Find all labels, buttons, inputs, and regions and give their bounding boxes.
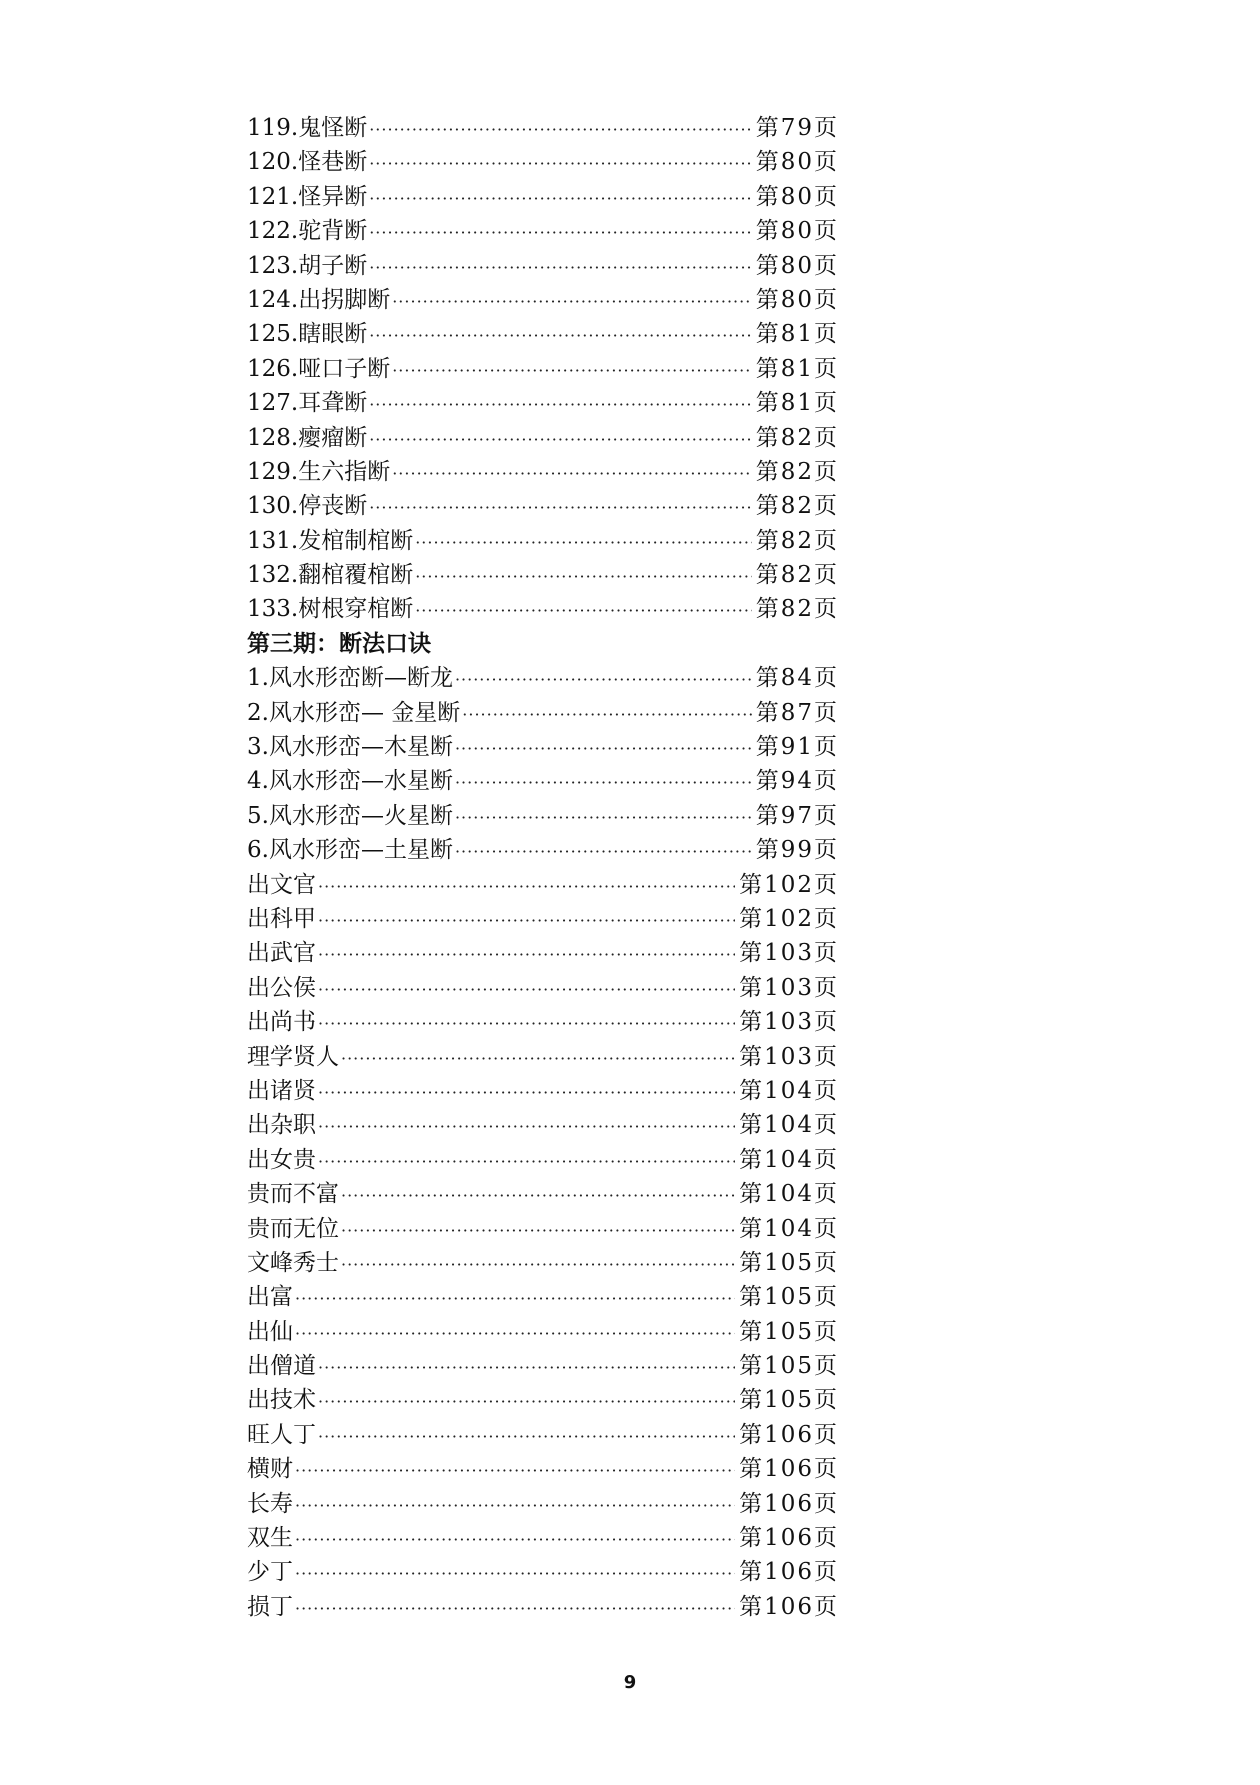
dot-leader <box>341 1214 735 1246</box>
dot-leader <box>369 251 752 283</box>
toc-entry <box>247 902 839 936</box>
dot-leader <box>341 1179 735 1211</box>
toc-entry <box>247 1487 839 1521</box>
toc-entry <box>247 1590 839 1624</box>
dot-leader <box>318 1076 735 1108</box>
toc-entry-page: 第103页 <box>739 940 839 967</box>
toc-entry-title: 少丁 <box>247 1559 293 1586</box>
toc-entry-page: 第103页 <box>739 974 839 1001</box>
dot-leader <box>369 113 752 145</box>
dot-leader <box>318 1351 735 1383</box>
toc-entry <box>247 1555 839 1589</box>
toc-entry-title: 133.树根穿棺断 <box>247 596 414 623</box>
table-of-contents <box>247 111 839 1624</box>
toc-entry-title: 2.风水形峦— 金星断 <box>247 699 461 726</box>
dot-leader <box>369 216 752 248</box>
dot-leader <box>462 698 751 730</box>
toc-entry-page: 第82页 <box>755 596 839 623</box>
toc-entry-page: 第99页 <box>755 837 839 864</box>
toc-entry-title: 121.怪异断 <box>247 183 368 210</box>
toc-entry-page: 第82页 <box>755 458 839 485</box>
toc-entry-title: 贵而无位 <box>247 1215 339 1242</box>
toc-entry-title: 123.胡子断 <box>247 252 368 279</box>
dot-leader <box>341 1042 735 1074</box>
dot-leader <box>295 1523 735 1555</box>
toc-entry <box>247 352 839 386</box>
toc-entry-page: 第105页 <box>739 1353 839 1380</box>
section-heading: 第三期：断法口诀 <box>247 629 431 657</box>
toc-entry-title: 横财 <box>247 1456 293 1483</box>
toc-entry <box>247 1143 839 1177</box>
toc-entry <box>247 111 839 145</box>
toc-entry-page: 第104页 <box>739 1181 839 1208</box>
toc-entry-title: 128.瘿瘤断 <box>247 424 368 451</box>
toc-entry <box>247 180 839 214</box>
dot-leader <box>318 870 735 902</box>
toc-entry-page: 第105页 <box>739 1318 839 1345</box>
toc-entry-title: 出武官 <box>247 940 316 967</box>
toc-entry-title: 出富 <box>247 1284 293 1311</box>
dot-leader <box>295 1282 735 1314</box>
dot-leader <box>341 1248 735 1280</box>
dot-leader <box>392 285 752 317</box>
toc-entry-title: 119.鬼怪断 <box>247 115 368 141</box>
toc-entry-page: 第80页 <box>755 183 839 210</box>
toc-entry <box>247 1418 839 1452</box>
toc-entry-page: 第106页 <box>739 1559 839 1586</box>
toc-entry <box>247 421 839 455</box>
toc-entry <box>247 1521 839 1555</box>
toc-entry-page: 第103页 <box>739 1009 839 1036</box>
toc-entry-title: 130.停丧断 <box>247 493 368 520</box>
toc-entry <box>247 764 839 798</box>
toc-entry-title: 理学贤人 <box>247 1043 339 1070</box>
toc-entry <box>247 1315 839 1349</box>
toc-entry <box>247 1074 839 1108</box>
toc-entry-page: 第87页 <box>755 699 839 726</box>
toc-entry-page: 第80页 <box>755 252 839 279</box>
toc-entry-page: 第106页 <box>739 1490 839 1517</box>
dot-leader <box>369 319 752 351</box>
dot-leader <box>318 973 735 1005</box>
toc-entry-title: 4.风水形峦—水星断 <box>247 768 453 795</box>
toc-entry-page: 第82页 <box>755 527 839 554</box>
toc-entry-page: 第80页 <box>755 149 839 176</box>
dot-leader <box>415 526 752 558</box>
toc-entry-page: 第79页 <box>755 115 839 141</box>
dot-leader <box>318 1110 735 1142</box>
toc-entry-title: 出公侯 <box>247 974 316 1001</box>
toc-entry-title: 旺人丁 <box>247 1421 316 1448</box>
toc-entry <box>247 1212 839 1246</box>
toc-entry-title: 126.哑口子断 <box>247 355 391 382</box>
toc-entry <box>247 283 839 317</box>
toc-entry-title: 出仙 <box>247 1318 293 1345</box>
dot-leader <box>318 1385 735 1417</box>
toc-entry <box>247 214 839 248</box>
dot-leader <box>318 1145 735 1177</box>
toc-entry <box>247 489 839 523</box>
toc-entry-title: 双生 <box>247 1525 293 1552</box>
toc-entry-page: 第102页 <box>739 905 839 932</box>
toc-entry-page: 第81页 <box>755 390 839 417</box>
toc-entry-title: 出僧道 <box>247 1353 316 1380</box>
dot-leader <box>295 1317 735 1349</box>
toc-entry-title: 贵而不富 <box>247 1181 339 1208</box>
toc-entry-title: 出科甲 <box>247 905 316 932</box>
toc-entry-title: 出诸贤 <box>247 1077 316 1104</box>
toc-entry-page: 第104页 <box>739 1112 839 1139</box>
toc-entry <box>247 386 839 420</box>
toc-entry <box>247 1040 839 1074</box>
dot-leader <box>318 904 735 936</box>
toc-entry-title: 出技术 <box>247 1387 316 1414</box>
toc-entry-page: 第81页 <box>755 321 839 348</box>
toc-entry-page: 第104页 <box>739 1077 839 1104</box>
toc-entry-page: 第104页 <box>739 1146 839 1173</box>
toc-entry-page: 第105页 <box>739 1284 839 1311</box>
toc-entry-title: 124.出拐脚断 <box>247 286 391 313</box>
dot-leader <box>455 766 752 798</box>
toc-entry <box>247 1108 839 1142</box>
page-number: 9 <box>623 1672 637 1693</box>
toc-entry <box>247 936 839 970</box>
dot-leader <box>455 663 752 695</box>
toc-entry <box>247 524 839 558</box>
toc-entry <box>247 558 839 592</box>
toc-entry <box>247 1349 839 1383</box>
toc-entry-page: 第106页 <box>739 1456 839 1483</box>
toc-entry-title: 127.耳聋断 <box>247 390 368 417</box>
toc-entry <box>247 1246 839 1280</box>
toc-entry <box>247 971 839 1005</box>
toc-entry-title: 129.生六指断 <box>247 458 391 485</box>
toc-entry <box>247 1177 839 1211</box>
toc-entry-title: 长寿 <box>247 1490 293 1517</box>
toc-part-two <box>247 661 839 1624</box>
dot-leader <box>318 1007 735 1039</box>
toc-entry-title: 损丁 <box>247 1593 293 1620</box>
toc-entry-page: 第80页 <box>755 286 839 313</box>
dot-leader <box>295 1557 735 1589</box>
toc-entry-page: 第82页 <box>755 493 839 520</box>
dot-leader <box>392 457 752 489</box>
toc-entry-title: 出杂职 <box>247 1112 316 1139</box>
toc-entry <box>247 1005 839 1039</box>
dot-leader <box>455 835 752 867</box>
toc-entry-title: 125.瞎眼断 <box>247 321 368 348</box>
toc-entry-title: 120.怪巷断 <box>247 149 368 176</box>
dot-leader <box>369 147 752 179</box>
toc-entry-page: 第102页 <box>739 871 839 898</box>
toc-entry-title: 3.风水形峦—木星断 <box>247 734 453 761</box>
toc-entry-page: 第80页 <box>755 218 839 245</box>
toc-entry-page: 第103页 <box>739 1043 839 1070</box>
toc-entry <box>247 249 839 283</box>
toc-entry-title: 122.驼背断 <box>247 218 368 245</box>
toc-entry-title: 文峰秀士 <box>247 1249 339 1276</box>
toc-entry-page: 第105页 <box>739 1249 839 1276</box>
dot-leader <box>318 1420 735 1452</box>
dot-leader <box>295 1454 735 1486</box>
toc-entry-page: 第105页 <box>739 1387 839 1414</box>
toc-entry-title: 出尚书 <box>247 1009 316 1036</box>
toc-entry <box>247 730 839 764</box>
toc-entry-title: 6.风水形峦—土星断 <box>247 837 453 864</box>
toc-entry <box>247 317 839 351</box>
toc-entry-title: 132.翻棺覆棺断 <box>247 562 414 589</box>
toc-entry <box>247 833 839 867</box>
toc-entry <box>247 145 839 179</box>
dot-leader <box>369 491 752 523</box>
dot-leader <box>369 423 752 455</box>
dot-leader <box>295 1592 735 1624</box>
toc-entry-page: 第91页 <box>755 734 839 761</box>
toc-entry-page: 第82页 <box>755 562 839 589</box>
dot-leader <box>415 594 752 626</box>
toc-entry-title: 出文官 <box>247 871 316 898</box>
toc-entry <box>247 696 839 730</box>
toc-entry-title: 5.风水形峦—火星断 <box>247 802 453 829</box>
toc-entry <box>247 1452 839 1486</box>
toc-entry-page: 第106页 <box>739 1593 839 1620</box>
toc-entry-page: 第104页 <box>739 1215 839 1242</box>
toc-entry <box>247 799 839 833</box>
toc-entry-title: 1.风水形峦断—断龙 <box>247 665 453 692</box>
toc-entry-title: 出女贵 <box>247 1146 316 1173</box>
toc-entry-page: 第97页 <box>755 802 839 829</box>
toc-entry <box>247 1383 839 1417</box>
dot-leader <box>455 801 752 833</box>
toc-entry <box>247 1280 839 1314</box>
toc-entry <box>247 592 839 626</box>
toc-entry <box>247 661 839 695</box>
toc-entry-page: 第106页 <box>739 1525 839 1552</box>
toc-part-one <box>247 111 839 627</box>
toc-entry-page: 第81页 <box>755 355 839 382</box>
toc-entry-page: 第94页 <box>755 768 839 795</box>
toc-entry <box>247 455 839 489</box>
dot-leader <box>369 182 752 214</box>
toc-entry-page: 第82页 <box>755 424 839 451</box>
toc-entry-title: 131.发棺制棺断 <box>247 527 414 554</box>
toc-entry-page: 第84页 <box>755 665 839 692</box>
dot-leader <box>318 938 735 970</box>
dot-leader <box>415 560 752 592</box>
toc-entry <box>247 868 839 902</box>
dot-leader <box>392 354 752 386</box>
dot-leader <box>295 1489 735 1521</box>
dot-leader <box>369 388 752 420</box>
dot-leader <box>455 732 752 764</box>
toc-entry-page: 第106页 <box>739 1421 839 1448</box>
